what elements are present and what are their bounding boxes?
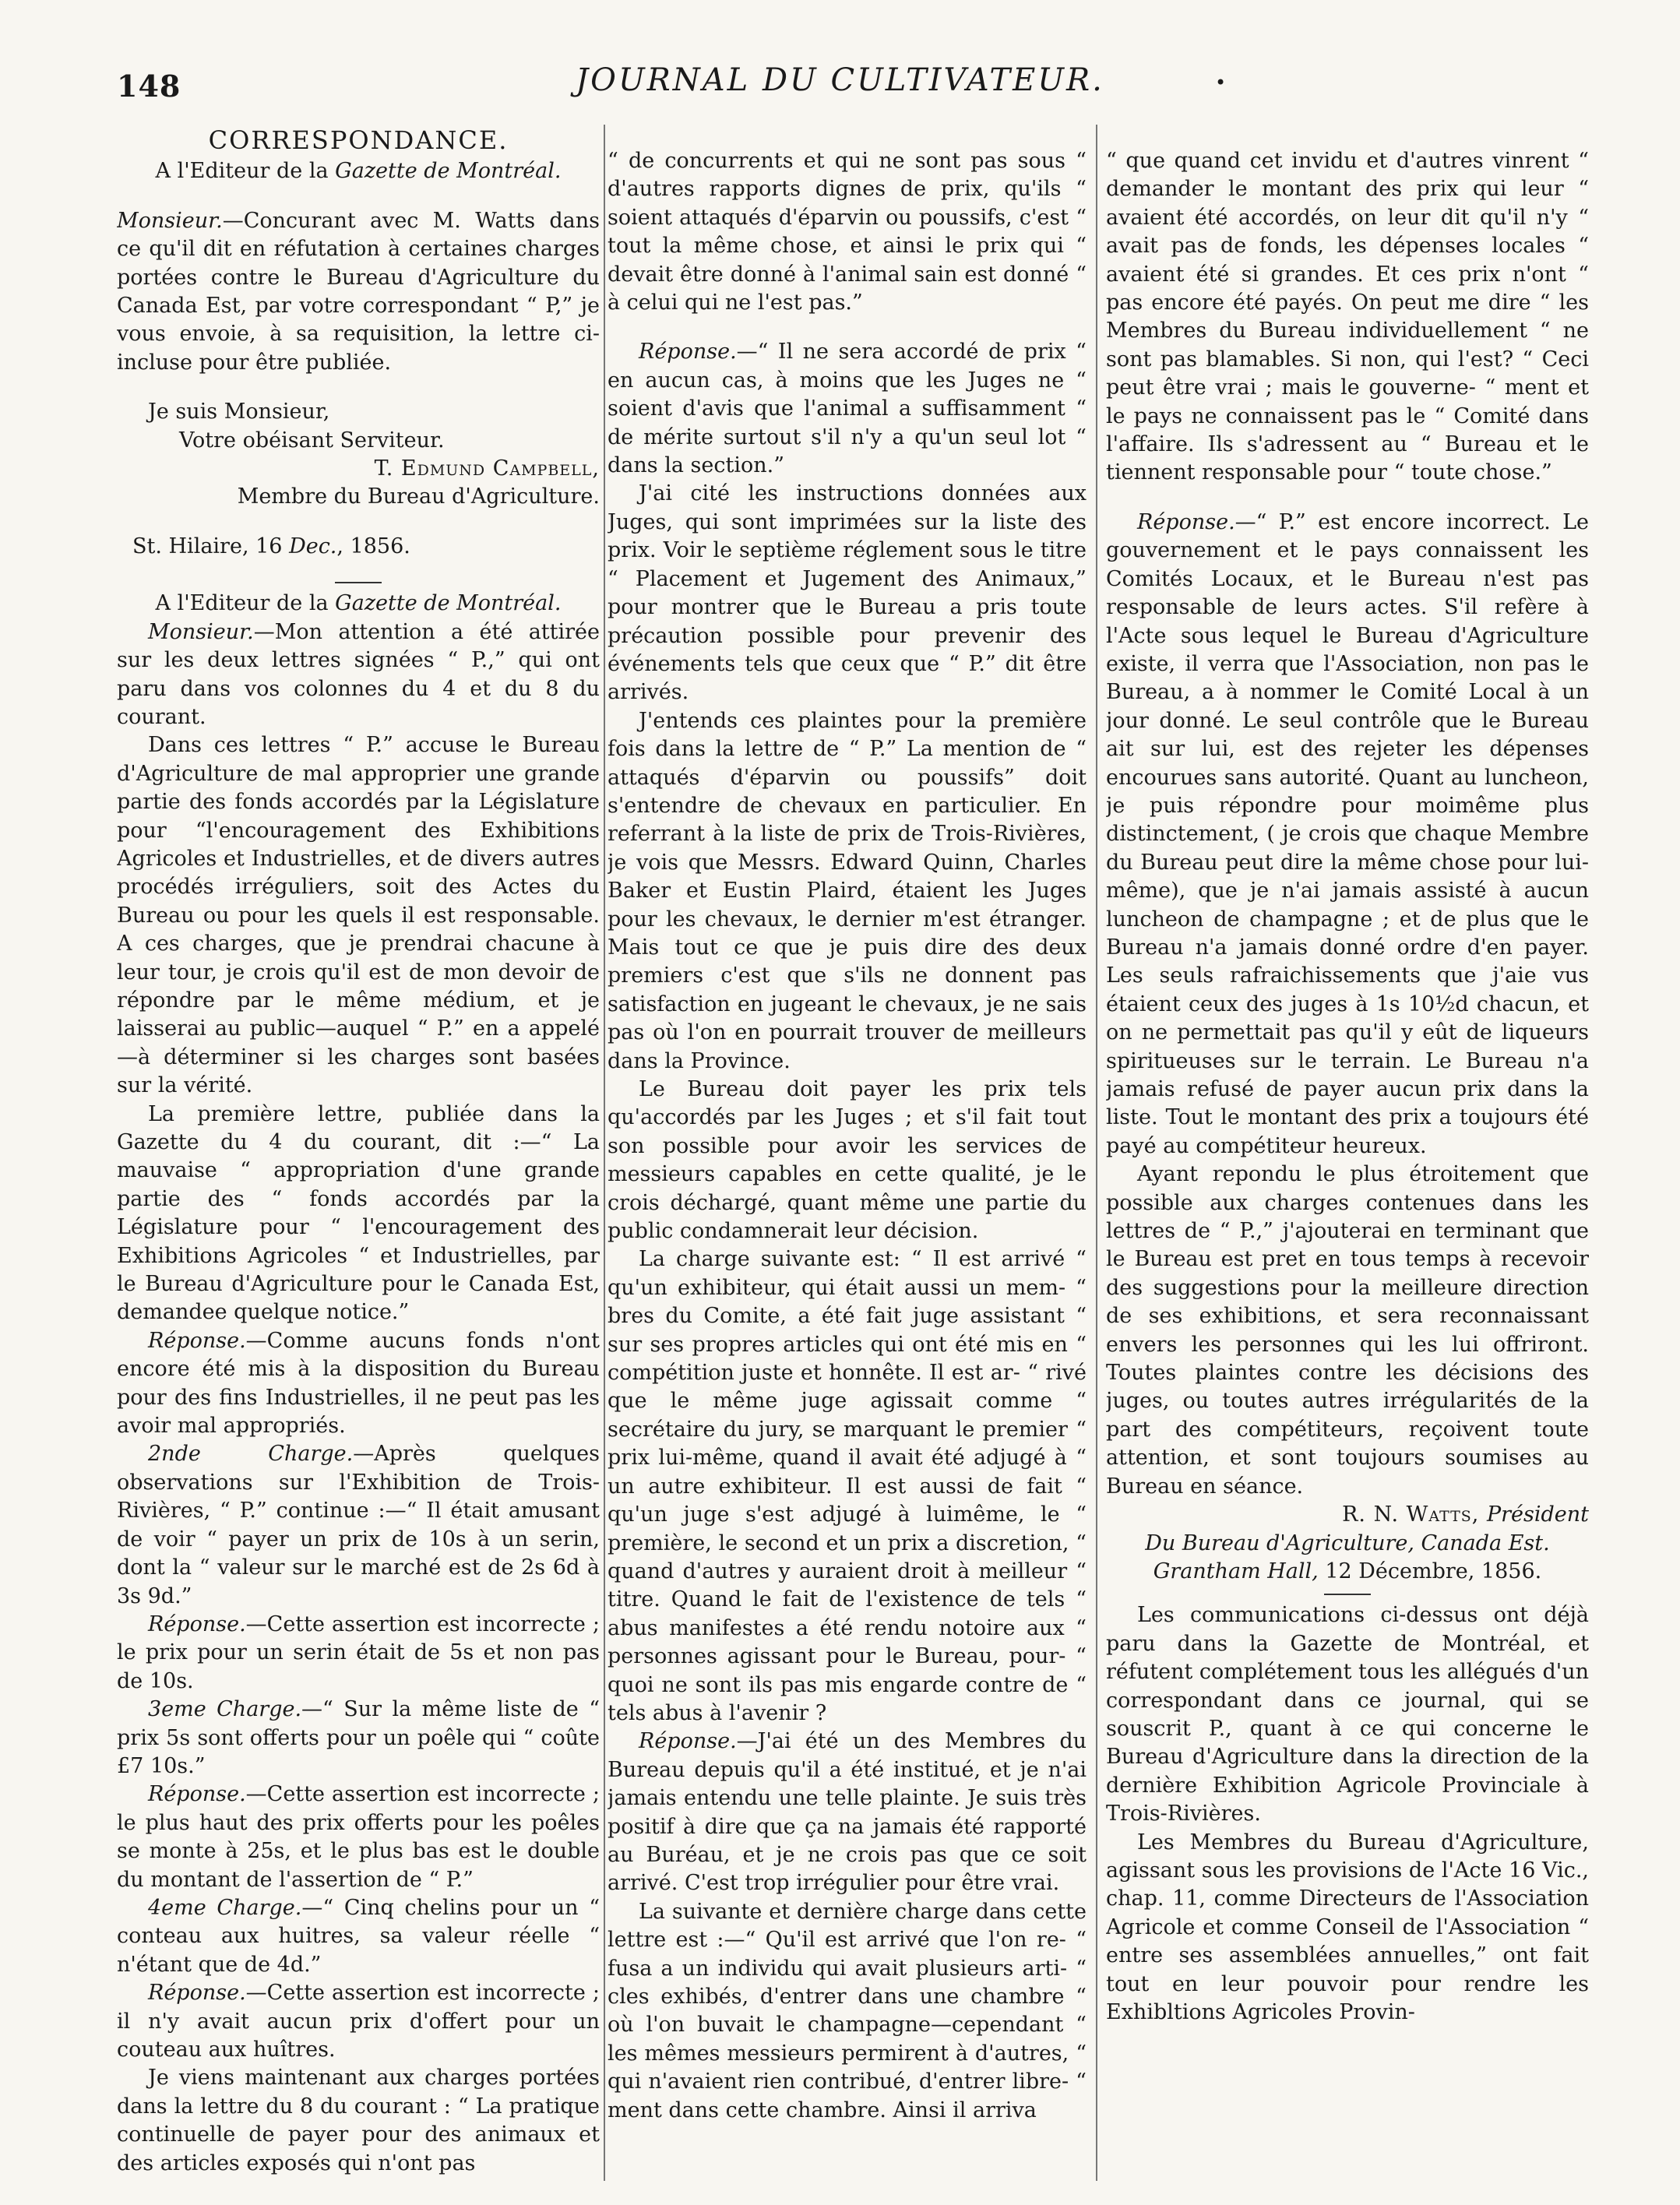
paragraph: 2nde Charge.—Après quelques observations sur l'Exhibition de Trois-Rivières, “ P.” continue :—“ Il était amusant de voir “ payer un prix de 10s à un serin, dont la “ valeur sur le marché est de 2s 6d à 3s 9d.” bbox=[117, 1442, 600, 1608]
paragraph: Réponse.—J'ai été un des Membres du Bureau depuis qu'il a été institué, et je n'ai jamais entendu une telle plainte. Je suis très positif à dire que ça na jamais été rapporté au Buréau, et je ne crois pas que ce soit arrivé. C'est trop irrégulier pour être vrai. bbox=[608, 1729, 1087, 1896]
signature-place-date: Grantham Hall, 12 Décembre, 1856. bbox=[1153, 1559, 1542, 1583]
signature-name: R. N. Watts, Président bbox=[1342, 1502, 1589, 1527]
journal-title: JOURNAL DU CULTIVATEUR. bbox=[576, 62, 1104, 98]
paragraph: Réponse.—“ P.” est encore incorrect. Le gouvernement et le pays connaissent les Comités Locaux, et le Bureau n'est pas responsable de leurs actes. S'il refère à l'Acte sous lequel le Bureau d'Agriculture existe, il verra que l'Association, non pas le Bureau, a à nommer le Comité Local à un jour donné. Le seul contrôle que le Bureau ait sur lui, est des rejeter les dépenses encourues sans autorité. Quant au luncheon, je puis répondre pour moimême plus distinctement, ( je crois que chaque Membre du Bureau peut dire la même chose pour lui-même), que je n'ai jamais assisté à aucun luncheon de champagne ; et de plus que le Bureau n'a jamais donné ordre d'en payer. Les seuls rafraichissements que j'aie vus étaient ceux des juges à 1s 10½d chacun, et on ne permettait pas qu'il y eût de liqueurs spiritueuses sur le terrain. Le Bureau n'a jamais refusé de payer aucun prix dans la liste. Tout le montant des prix a toujours été payé au compétiteur heureux. bbox=[1106, 509, 1589, 1158]
paragraph: 3eme Charge.—“ Sur la même liste de “ prix 5s sont offerts pour un poêle qui “ coûte £7 10s.” bbox=[117, 1697, 600, 1778]
paragraph: Monsieur.—Mon attention a été attirée sur les deux lettres signées “ P.,” qui ont paru dans vos colonnes du 4 et du 8 du courant. bbox=[117, 619, 600, 729]
letter1-signer-title: Membre du Bureau d'Agriculture. bbox=[237, 484, 600, 509]
paragraph: Réponse.—Comme aucuns fonds n'ont encore été mis à la disposition du Bureau pour des fins Industrielles, il ne peut pas les avoir mal appropriés. bbox=[117, 1328, 600, 1439]
paragraph: J'ai cité les instructions données aux Juges, qui sont imprimées sur la liste des prix. Voir le septième réglement sous le titre “ Placement et Jugement des Animaux,” pour montrer que le Bureau a pris toute précaution possible pour prevenir des événements tels que ceux que “ P.” dit être arrivés. bbox=[608, 481, 1087, 705]
letter1-signer: T. Edmund Campbell, bbox=[374, 456, 600, 481]
paragraph: J'entends ces plaintes pour la première fois dans la lettre de “ P.” La mention de “ attaqués d'éparvin ou poussifs” doit s'entendre de chevaux en particulier. En referrant à la liste de prix de Trois-Rivières, je vois que Messrs. Edward Quinn, Charles Baker et Eustin Plaird, étaient les Juges pour les chevaux, le dernier m'est étranger. Mais tout ce que je puis dire des deux premiers c'est que s'ils ne donnent pas satisfaction en jugeant le chevaux, je ne sais pas où l'on en pourrait trouver de meilleurs dans la Province. bbox=[608, 708, 1087, 1073]
paragraph: Je viens maintenant aux charges portées dans la lettre du 8 du courant : “ La pratique continuelle de payer pour des animaux et des articles exposés qui n'ont pas bbox=[117, 2066, 600, 2175]
paragraph: La suivante et dernière charge dans cette lettre est :—“ Qu'il est arrivé que l'on re- “ fusa a un individu qui avait plusieurs arti- “ cles exhibés, d'entrer dans une chambre “ où l'on buvait le champagne—cependant “ les mêmes messieurs permirent à d'autres, “ qui n'avaient rien contribué, d'entrer libre- “ ment dans cette chambre. Ainsi il arriva bbox=[608, 1899, 1087, 2122]
paragraph: Réponse.—Cette assertion est incorrecte ; il n'y avait aucun prix d'offert pour un couteau aux huîtres. bbox=[117, 1981, 600, 2062]
column-divider bbox=[604, 125, 605, 2181]
paragraph: “ de concurrents et qui ne sont pas sous “ d'autres rapports dignes de prix, qu'ils “ soient attaqués d'éparvin ou poussifs, c'est “ tout la même chose, et ainsi le prix qui “ devait être donné à l'animal sain est donné “ à celui qui ne l'est pas.” bbox=[608, 149, 1087, 315]
column-1 bbox=[117, 126, 600, 2182]
paragraph: La première lettre, publiée dans la Gazette du 4 du courant, dit :—“ La mauvaise “ appropriation d'une grande partie des “ fonds accordés par la Législature pour “ l'encouragement des Exhibitions Agricoles “ et Industrielles, par le Bureau d'Agriculture pour le Canada Est, demandee quelque notice.” bbox=[117, 1101, 600, 1325]
signature-office: Du Bureau d'Agriculture, Canada Est. bbox=[1145, 1530, 1550, 1555]
separator-rule bbox=[1324, 1594, 1371, 1595]
paragraph: Réponse.—Cette assertion est incorrecte ; le prix pour un serin était de 5s et non pas de 10s. bbox=[117, 1611, 600, 1693]
letter1-closing-1: Je suis Monsieur, bbox=[148, 400, 330, 424]
paragraph: Réponse.—“ Il ne sera accordé de prix “ en aucun cas, à moins que les Juges ne “ soient d'avis que l'animal a suffisamment “ de mérite surtout s'il n'y a qu'un seul lot “ dans la section.” bbox=[608, 340, 1087, 478]
column-2 bbox=[608, 126, 1087, 2182]
paragraph: Dans ces lettres “ P.” accuse le Bureau d'Agriculture de mal approprier une grande partie des fonds accordés par la Législature pour “l'encouragement des Exhibitions Agricoles et Industrielles, et de divers autres procédés irréguliers, soit des Actes du Bureau ou pour les quels il est responsable. A ces charges, que je prendrai chacune à leur tour, je crois qu'il est de mon devoir de répondre par le même médium, et je laisserai au public—auquel “ P.” en a appelé—à déterminer si les charges sont basées sur la vérité. bbox=[117, 733, 600, 1098]
paragraph: La charge suivante est: “ Il est arrivé “ qu'un exhibiteur, qui était aussi un mem- “ bres du Comite, a été fait juge assistant “ sur ses propres articles qui ont été mis en “ compétition juste et honnête. Il est ar- “ rivé que le même juge agissait comme “ secrétaire du jury, se marquant le premier “ prix lui-même, quand il avait été adjugé à “ un autre exhibiteur. Il est aussi de fait “ qu'un juge s'est adjugé à luimême, le “ première, le second et un prix a discretion, “ quand d'autres y auraient droit à meilleur “ titre. Quand le fait de l'existence de tels “ abus manifestes a été rendu notoire aux “ personnes agissant pour le Bureau, pour- “ quoi ne sont ils pas mis engarde contre de “ tels abus à l'avenir ? bbox=[608, 1247, 1087, 1725]
paragraph: Le Bureau doit payer les prix tels qu'accordés par les Juges ; et s'il fait tout son possible pour avoir les services de messieurs capables en cette qualité, je le crois déchargé, quant même une partie du public condamnerait leur décision. bbox=[608, 1077, 1087, 1244]
paragraph: Ayant repondu le plus étroitement que possible aux charges contenues dans les lettres de “ P.,” j'ajouterai en terminant que le Bureau est pret en tous temps à recevoir des suggestions pour la meilleure direction de ses exhibitions, et sera reconnaissant envers les personnes qui les lui offriront. Toutes plaintes contre les décisions des juges, ou toutes autres irrégularités de la part des compétiteurs, reçoivent toute attention, et sont toujours soumises au Bureau en séance. bbox=[1106, 1162, 1589, 1499]
paragraph: Les Membres du Bureau d'Agriculture, agissant sous les provisions de l'Acte 16 Vic., chap. 11, comme Directeurs de l'Association Agricole et comme Conseil de l'Association “ entre ses assemblées annuelles,” ont fait tout en leur pouvoir pour rendre les Exhibltions Agricoles Provin- bbox=[1106, 1830, 1589, 2024]
paragraph: 4eme Charge.—“ Cinq chelins pour un “ conteau aux huitres, sa valeur réelle “ n'étant que de 4d.” bbox=[117, 1895, 600, 1977]
letter1-body: Monsieur.—Concurant avec M. Watts dans ce qu'il dit en réfutation à certaines charges portées contre le Bureau d'Agriculture du Canada Est, par votre correspondant “ P,” je vous envoie, à sa requisition, la lettre ci-incluse pour être publiée. bbox=[117, 208, 600, 375]
separator-rule bbox=[335, 582, 382, 583]
letter2-addressee: A l'Editeur de la Gazette de Montréal. bbox=[155, 591, 562, 616]
print-mark: • bbox=[1215, 72, 1227, 93]
paragraph: Réponse.—Cette assertion est incorrecte ; le plus haut des prix offerts pour les poêles se monte à 25s, et le plus bas est le double du montant de l'assertion de “ P.” bbox=[117, 1782, 600, 1892]
letter1-place-date: St. Hilaire, 16 Dec., 1856. bbox=[132, 534, 410, 558]
paragraph: Les communications ci-dessus ont déjà paru dans la Gazette de Montréal, et réfutent complétement tous les allégués d'un correspondant dans ce journal, qui se souscrit P., quant à ce qui concerne le Bureau d'Agriculture dans la direction de la dernière Exhibition Agricole Provinciale à Trois-Rivières. bbox=[1106, 1603, 1589, 1826]
paragraph: “ que quand cet invidu et d'autres vinrent “ demander le montant des prix qui leur “ avaient été accordés, on leur dit qu'il n'y “ avait pas de fonds, les dépenses locales “ avaient été si grandes. Et ces prix n'ont “ pas encore été payés. On peut me dire “ les Membres du Bureau individuellement “ ne sont pas blamables. Si non, qui l'est? “ Ceci peut être vrai ; mais le gouverne- “ ment et le pays ne connaissent pas le “ Comité dans l'affaire. Ils s'adressent au “ Bureau et le tiennent responsable pour “ toute chose.” bbox=[1106, 149, 1589, 485]
page-number: 148 bbox=[117, 69, 181, 104]
letter1-addressee: A l'Editeur de la Gazette de Montréal. bbox=[155, 159, 562, 184]
column-3 bbox=[1106, 126, 1589, 2182]
section-title: CORRESPONDANCE. bbox=[208, 126, 509, 155]
letter1-closing-2: Votre obéisant Serviteur. bbox=[179, 428, 445, 453]
column-divider bbox=[1096, 125, 1097, 2181]
